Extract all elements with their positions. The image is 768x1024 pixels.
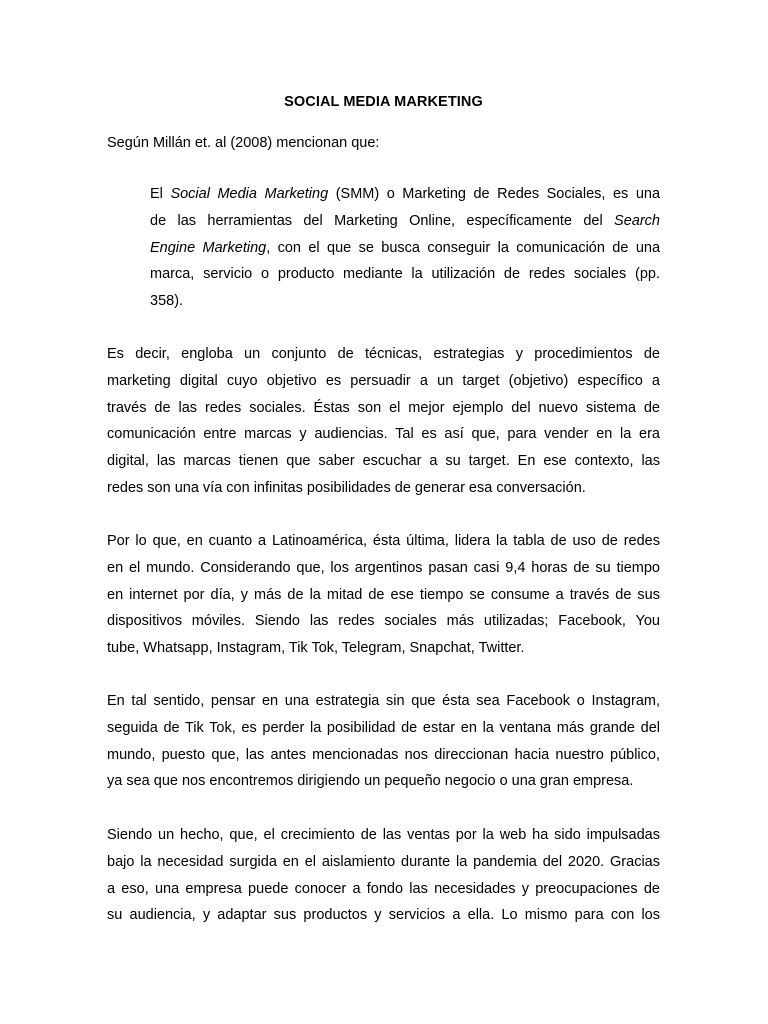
paragraph-line: su audiencia, y adaptar sus productos y servicios a ella. Lo mismo para con los	[107, 907, 660, 924]
quote-line: 358).	[150, 293, 184, 310]
intro-paragraph	[107, 130, 660, 157]
italic-term: Social Media Marketing	[170, 186, 329, 202]
body-paragraph	[107, 688, 660, 795]
paragraph-line: ya sea que nos encontremos dirigiendo un pequeño negocio o una gran empresa.	[107, 773, 634, 790]
quote-line: El Social Media Marketing (SMM) o Marketing de Redes Sociales, es una	[150, 186, 661, 202]
italic-term: Search	[614, 212, 660, 229]
paragraph-line: redes son una vía con infinitas posibilidades de generar esa conversación.	[107, 479, 586, 496]
quote-line: de las herramientas del Marketing Online, específicamente del Search	[150, 212, 660, 229]
quote-line: Engine Marketing, con el que se busca conseguir la comunicación de una	[150, 239, 661, 256]
body-paragraph	[107, 528, 660, 662]
paragraph-line: tube, Whatsapp, Instagram, Tik Tok, Telegram, Snapchat, Twitter.	[107, 640, 525, 657]
paragraph-line: bajo la necesidad surgida en el aislamiento durante la pandemia del 2020. Gracias	[107, 853, 660, 870]
quote-line: marca, servicio o producto mediante la utilización de redes sociales (pp.	[150, 266, 660, 283]
paragraph-line: digital, las marcas tienen que saber escuchar a su target. En ese contexto, las	[107, 453, 660, 470]
paragraph-line: seguida de Tik Tok, es perder la posibilidad de estar en la ventana más grande del	[107, 719, 660, 736]
paragraph-line: través de las redes sociales. Éstas son el mejor ejemplo del nuevo sistema de	[107, 399, 660, 416]
paragraph-line: En tal sentido, pensar en una estrategia sin que ésta sea Facebook o Instagram,	[107, 693, 660, 709]
document-title: SOCIAL MEDIA MARKETING	[284, 94, 483, 110]
block-quote	[150, 181, 660, 315]
paragraph-line: Por lo que, en cuanto a Latinoamérica, ésta última, lidera la tabla de uso de redes	[107, 533, 660, 549]
paragraph-line: comunicación entre marcas y audiencias. Tal es así que, para vender en la era	[107, 426, 660, 443]
body-paragraph	[107, 822, 660, 929]
paragraph-line: en internet por día, y más de la mitad de ese tiempo se consume a través de sus	[107, 586, 660, 603]
intro-line: Según Millán et. al (2008) mencionan que:	[107, 135, 380, 151]
italic-term: Engine Marketing	[150, 239, 267, 256]
paragraph-line: a eso, una empresa puede conocer a fondo las necesidades y preocupaciones de	[107, 880, 660, 897]
paragraph-line: Siendo un hecho, que, el crecimiento de las ventas por la web ha sido impulsadas	[107, 827, 660, 843]
paragraph-line: en el mundo. Considerando que, los argentinos pasan casi 9,4 horas de su tiempo	[107, 559, 660, 576]
paragraph-line: Es decir, engloba un conjunto de técnicas, estrategias y procedimientos de	[107, 346, 660, 362]
paragraph-line: marketing digital cuyo objetivo es persuadir a un target (objetivo) específico a	[107, 372, 660, 389]
paragraph-line: mundo, puesto que, las antes mencionadas nos direccionan hacia nuestro público,	[107, 746, 660, 763]
paragraph-line: dispositivos móviles. Siendo las redes sociales más utilizadas; Facebook, You	[107, 613, 660, 630]
body-paragraph	[107, 341, 660, 502]
